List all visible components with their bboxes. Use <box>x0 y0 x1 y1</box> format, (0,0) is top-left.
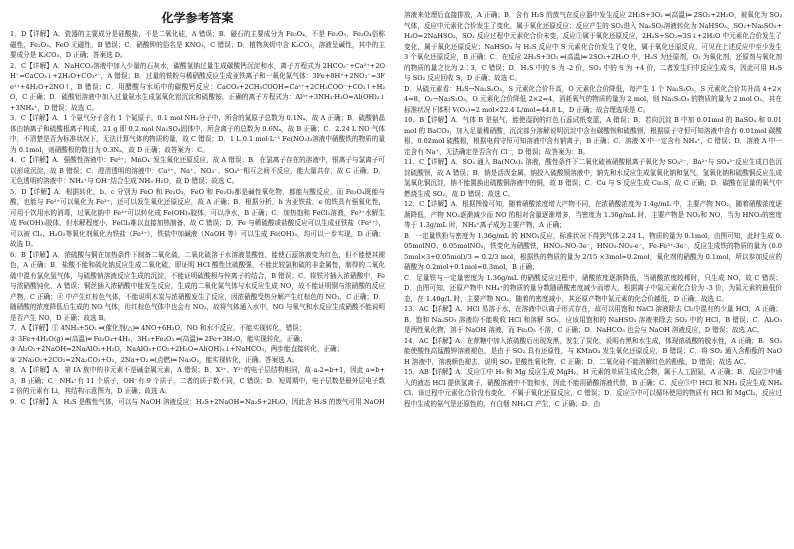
answer-paragraph: 10．B【详解】A．气体 B 是氨气，能使湿润的红色石蕊试纸变蓝，A 错误；B．若向沉淀 B 中加 0.01mol 的 BaSO₄ 和 0.01mol 的 BaCO₃，加入足量稀硝酸，沉淀部分溶解说明沉淀中含有碳酸钡和硫酸钡，根据原子守恒可知溶液中含有 0.01mol 碳酸根、0.02mol 硫酸根，根据电荷守恒可知溶液中含有钠离子，B 正确；C．溶液 X 中一定含有 NH₄⁺，C 错误；D．溶液 A 中一定含有 Na⁺，无法确定是否含有 Cl⁻，D 错误；故答案为：B。 <box>404 116 782 156</box>
answer-paragraph: ④ 2Na₂O₂+2CO₂=2Na₂CO₃+O₂，2Na+O₂ ═(点燃)═ Na₂O₂，能实现转化，正确。答案选 A。 <box>10 355 299 364</box>
answer-paragraph: 6．B【详解】A．浓硫酸与铜在加热条件下制备二氧化硫，二氧化硫溶于水溶液显酸性，能使石蕊溶液变为红色，但不能使其褪色，A 正确；B．盐酸不能和硫化钠反应生成二氧化硫，即证明 HCl 酸性比硫酸强，不能比较氯和硫的非金属性，制得的二氧化硫中混有氯化氢气体，与硫酸钠溶液反应生成的沉淀，不能证明硫酸根与锌离子的结合，B 错误；C．将铁片插入浓硝酸中，Fe 与浓硝酸钝化，A 错误；铜丝插入浓硝酸中能发生反应，生成的二氧化氮气体与水反应生成 NO，故不能证明铜与浓硝酸的反应产物，C 正确；④ 中产生红棕色气体，不能说明木炭与浓硝酸发生了反应，因浓硝酸受热分解产生红棕色的 NO₂，C 正确；D．随硝酸的浓度降低后生成的 NO 气体，但红棕色气体中也会有 NO₂，故将气体通入水中，NO 与氧气和水反应生成硝酸不能说明是否产生 NO，D 正确；故选 B。 <box>10 250 385 322</box>
answer-paragraph: D．从硫元素看：H₂S→Na₂S₂O₃，S 元素化合价升高，O 元素化合价降低，每产生 1 个 Na₂S₂O₃，S 元素化合价共升高 4+2×4=8，O₂→Na₂S₂O₃，O 元素化合价降低 2×2=4，消耗氧气的物质的量为 2 mol，则 Na₂S₂O₃ 的物质的量为 2 mol O₂，其在标准状况下体积 V(O₂)=2 mol×22.4 L/mol=44.8 L，D 正确；故合理选项是 C。 <box>404 84 782 114</box>
answer-paragraph: 11．C【详解】A．SO₂ 通入 Ba(NO₃)₂ 溶液，酸性条件下二氧化硫被硝酸根离子氧化为 SO₄²⁻，Ba²⁺与 SO₄²⁻反应生成白色沉淀硫酸钡，故 A 错误；B．钠是活泼金属，钠投入硫酸铜溶液中，钠先和水反应生成氢氧化钠和氢气，氢氧化钠和硫酸铜反应生成氢氧化铜沉淀，钠不能置换出硫酸铜溶液中的铜，故 B 错误；C．Cu 与 S 反应生成 Cu₂S，故 C 正确；D．碳酸在足量的氧气中燃烧生成 SO₂，故 D 错误；故选 C。 <box>404 158 782 198</box>
answer-paragraph: C．足量铁与一定量密度为 1.36g/mL 的硝酸反应过程中，硝酸浓度逐渐降低，当硝酸浓度较稀时，只生成 NO，故 C 错误；D．由图可知，还原产物中 NH₄⁺的物质的量分数随硝酸密度减少而增大，根据离子中氮元素化合价为 -3 价，为氮元素的最低价态，在 1.40g/L 时，主要产物 NO₂，随着的密度减小，其还原产物中氮元素的化合价越低，D 正确；故选 C。 <box>404 273 782 303</box>
answer-paragraph: 3．C【详解】A．1 个氨气分子含有 1 个氮原子，0.1 mol NH₃分子中，所含的氮原子总数为 0.1Nₐ，故 A 正确；B．硫酸钠晶体由钠离子和硫酸根离子构成，21 g 即 0.2 mol Na₂SO₄固体中，所含离子的总数为 0.6Nₐ，故 B 正确；C．2.24 L NO 气体中，不清楚是否为标准状况下，无法计算气体的物质的量，故 C 错误；D．1 L 0.1 mol·L⁻¹ Fe(NO₃)₃溶液中硝酸铁的物质的量为 0.1mol，则硝酸根的数目为 0.3Nₐ，故 D 正确；故答案为：C。 <box>10 114 385 154</box>
right-column <box>404 10 782 543</box>
answer-paragraph: 14．AC【详解】A．在蔗糖中加入浓硫酸后出现发黑，发生了炭化，说明有黑和水生成，体现浓硫酸的脱水性，A 正确；B．SO₂ 能使酸性高锰酸钾溶液褪色，是由于 SO₂ 具有还原性，与 KMnO₄ 发生氧化还原反应，B 错误；C．将 SO₂ 通入含酚酞的 NaOH 溶液中，溶液颜色褪去，说明 SO₂ 是酸性氧化物，C 正确；D．二氧化硅不能溶解红色的酚酞，D 错误；故选 AC。 <box>404 336 782 366</box>
answer-paragraph: 7．A【详解】① 4NH₃+5O₂ ═(催化剂/△)═ 4NO+6H₂O，NO 和水不反应，不能实现转化，错误； <box>10 324 306 332</box>
answer-paragraph: ② 3Fe+4H₂O(g) ═(高温)═ Fe₃O₄+4H₂，3H₂+Fe₂O₃ ═(高温)═ 2Fe+3H₂O，能实现转化，正确； <box>10 334 307 343</box>
answer-paragraph: B．一定量铁粉与密度为 1.36g/mL 的 HNO₃反应，标准状况下得到气体 2.24 L，物质的量为 0.1mol，由图可知，此时生成 0.05molNO、0.05molNO₂，铁变化为硝酸铁，HNO₃-NO-3e⁻，HNO₃-NO₂-e⁻，Fe-Fe³⁺-3e⁻，反应生成铁的物质的量为 (0.05mol×3+0.05mol)/3 = 0.2/3 mol，根据铁的物质的量为 2/15 ×3mol=0.2mol，氧化剂的硝酸为 0.1mol，所以参加反应的硝酸为 0.2mol+0.1mol=0.3mol，B 正确； <box>404 231 782 271</box>
answer-paragraph: 5．D【详解】A．根据转化，b、c 分别为 FeO 和 Fe₂O₃，FeO 和 Fe₂O₃都是碱性氧化物，都能与酸反应，而 Fe₃O₄既能与酸，也能与 Fe²⁺可以氧化为 Fe³⁺，还可以发生氧化还原反应，故 A 正确；B．根据分析，h 为亚铁盐，e 的铁具有强氧化性，可用于饮用水的消毒，过氧化钠中 Fe³⁺可以转化成 Fe(OH)₃胶体，可以净水，B 正确；C．加热饱和 FeCl₃溶液，Fe³⁺水解生成 Fe(OH)₃胶体，但水解程度小，FeCl₃难以直接加热制备，故 C 错误；D．Fe 与稀硫酸或盐酸反应可以生成亚铁盐（Fe²⁺），可以被 Cl₂、H₂O₂等氧化剂氧化为铁盐（Fe³⁺），铁盐中加碱液（NaOH 等）可以生成 Fe(OH)₃，均可以一步实现，D 正确；故选 D。 <box>10 187 385 248</box>
answer-paragraph: 9．C【详解】A．H₂S 是酸性气体，可以与 NaOH 溶液反应：H₂S+2NaOH=Na₂S+2H₂O，因此含 H₂S 的废气可用 NaOH <box>10 397 385 406</box>
answer-paragraph: 15．AB【详解】A．反应①中 H₂ 和 Mg 反应生成 MgH₂，H 元素的单质生成化合物，属于人工固氮，A 正确；B．反应②中通入的液态 HCl 提供氢离子，硝酸溶液中不饱和水，因此不能用硝酸溶液代替，B 正确；C．反应③中 HCl 和 NH₃ 反应生成 NH₄Cl，该过程中元素化合价没有变化，不属于氧化还原反应，C 错误；D．反应⑤中可以循环使用的物质有 HCl 和 MgCl₂，反应过程中生成的氨气是还原性的，有白烟 NH₄Cl 产生，C 正确；D．由 <box>404 368 782 408</box>
page-title: 化学参考答案 <box>161 11 234 25</box>
answer-paragraph: 溶液来处理后直接排放，A 正确；B．含有 H₂S 的废气在反应器中发生反应 2H₂S+3O₂ ═(高温)═ 2SO₂+2H₂O，被氧化为 SO₂气体，反应中元素化合价发生了变化，属于氧化还原反应；反应产生的 SO₂进入 Na₂SO₃溶液转化为 NaHSO₃，SO₂+Na₂SO₃+H₂O=2NaHSO₃，SO₂ 反应过程中元素化合价未变，反应①属于氧化还原反应，2H₂S+SO₂=3S↓+2H₂O 中元素化合价发生了变化，属于氧化还原反应；NaHSO₃ 与 H₂S 反应中 S 元素化合价发生了变化，属于氧化还原反应，可见在上述反应中至少发生 3 个氧化还原反应，B 正确；C．在反应 2H₂S+3O₂ ═(高温)═ 2SO₂+2H₂O 中，H₂S 为还原剂，O₂ 为氧化剂，还原剂与氧化剂的物质的量之比为 2∶3，C 错误；D．H₂S 中的 S 为 -2 价，SO₂ 中的 S 为 +4 价，二者发生归中反应生成 S，因此可用 H₂S 与 SO₂ 反应回收 S，D 正确；故选 C。 <box>404 11 782 82</box>
answer-paragraph: 12．C【详解】A．根据图像可知，随着硝酸浓度增大产物不同，在浓硝酸浓度为 1.4g/mL 中，主要产物 NO₂，随着硝酸浓度逐渐降低，产物 NO₂逐渐减少而 NO 的相对含量逐渐增多，当密度为 1.36g/mL 时，主要产物是 NO₂和 NO，当为 HNO₃的密度等于 1.3g/mL 时，NH₄⁺离子成为主要产物，A 正确； <box>404 200 782 229</box>
answer-paragraph: 4．C【详解】A．强酸性溶液中：Fe²⁺、MnO₄⁻发生氧化还原反应，故 A 错误；B．在氯离子存在的溶液中，银离子与氯离子可以形成沉淀，故 B 错误；C．澄清透明的溶液中：Cu²⁺、Na⁺、NO₃⁻、SO₄²⁻相互之间不反应，能大量共存，故 C 正确；D．无色透明的溶液中：NH₄⁺与 OH⁻结合生成 NH₃·H₂O，故 D 错误；故选 C。 <box>10 156 385 185</box>
left-column <box>10 10 385 543</box>
answer-paragraph: 8．A【详解】A．第 ⅠA 族中的非元素不是碱金属元素，A 错误；B．X²⁺、Y²⁻的电子层结构相同，故 a-2=b+1，因此 a=b+3，B 正确；C．NH₄⁺有 11 个质子，OH⁻有 9 个质子，二者的质子数不同，C 错误；D．短周期中，电子层数是最外层电子数 2 倍的元素有 Li，其结构示意图为，D 正确；故选 A。 <box>10 366 385 395</box>
answer-paragraph: 13．AC【详解】A．HCl 易溶于水，在溶液中以离子形式存在，故可以用饱和 NaCl 溶液除去 Cl₂中混有的少量 HCl，A 正确；B．饱和 Na₂SO₃ 溶液均不能吸收 HCl 和溶解 SO₂，应该用饱和的 NaHSO₃ 溶液来除去 SO₂ 中的 HCl，B 错误；C．Al₂O₃ 是两性氧化物，溶于 NaOH 溶液，而 Fe₂O₃ 不溶，C 正确；D．NaHCO₃ 也会与 NaOH 溶液反应，D 错误；故选 AC。 <box>404 305 782 334</box>
answer-paragraph: 2．C【详解】A．NaHCO₃溶液中加入少量的石灰水，碳酸氢钠过量生成碳酸钙沉淀和水，离子方程式为 2HCO₃⁻+Ca²⁺+2OH⁻=CaCO₃↓+2H₂O+CO₃²⁻，A 错误；B．过量的铁粉与稀硝酸反应生成亚铁离子和一氧化氮气体：3Fe+8H⁺+2NO₃⁻=3Fe²⁺+4H₂O+2NO↑，B 错误；C．用醋酸与水垢中的碳酸钙反应：CaCO₃+2CH₃COOH=Ca²⁺+2CH₃COO⁻+CO₂↑+H₂O，C 正确；D．硫酸铝溶液中加入过量氨水生成氢氧化铝沉淀和硫酸铵，正确的离子方程式为：Al³⁺+3NH₃·H₂O=Al(OH)₃↓+3NH₄⁺，D 错误；故选 C。 <box>10 61 385 112</box>
answer-paragraph: ③ Al₂O₃+2NaOH=2NaAlO₂+H₂O，NaAlO₂+CO₂+2H₂O=Al(OH)₃↓+NaHCO₃，两步能直接转化，正确； <box>10 345 344 353</box>
answer-paragraph: 1．D【详解】A．瓷器的主要成分是硅酸盐，不是二氧化硅，A 错误；B．磁石的主要成分为 Fe₃O₄，不是 Fe₂O₃，Fe₃O₄俗称磁性，Fe₂O₃、FeO 无磁性，B 错误；C．硝酸钾的俗名是 KNO₃，C 错误；D．植物灰烬中含 K₂CO₃，溶液呈碱性，其中的主要成分是 K₂CO₃，D 正确；答案选 D。 <box>10 30 385 59</box>
